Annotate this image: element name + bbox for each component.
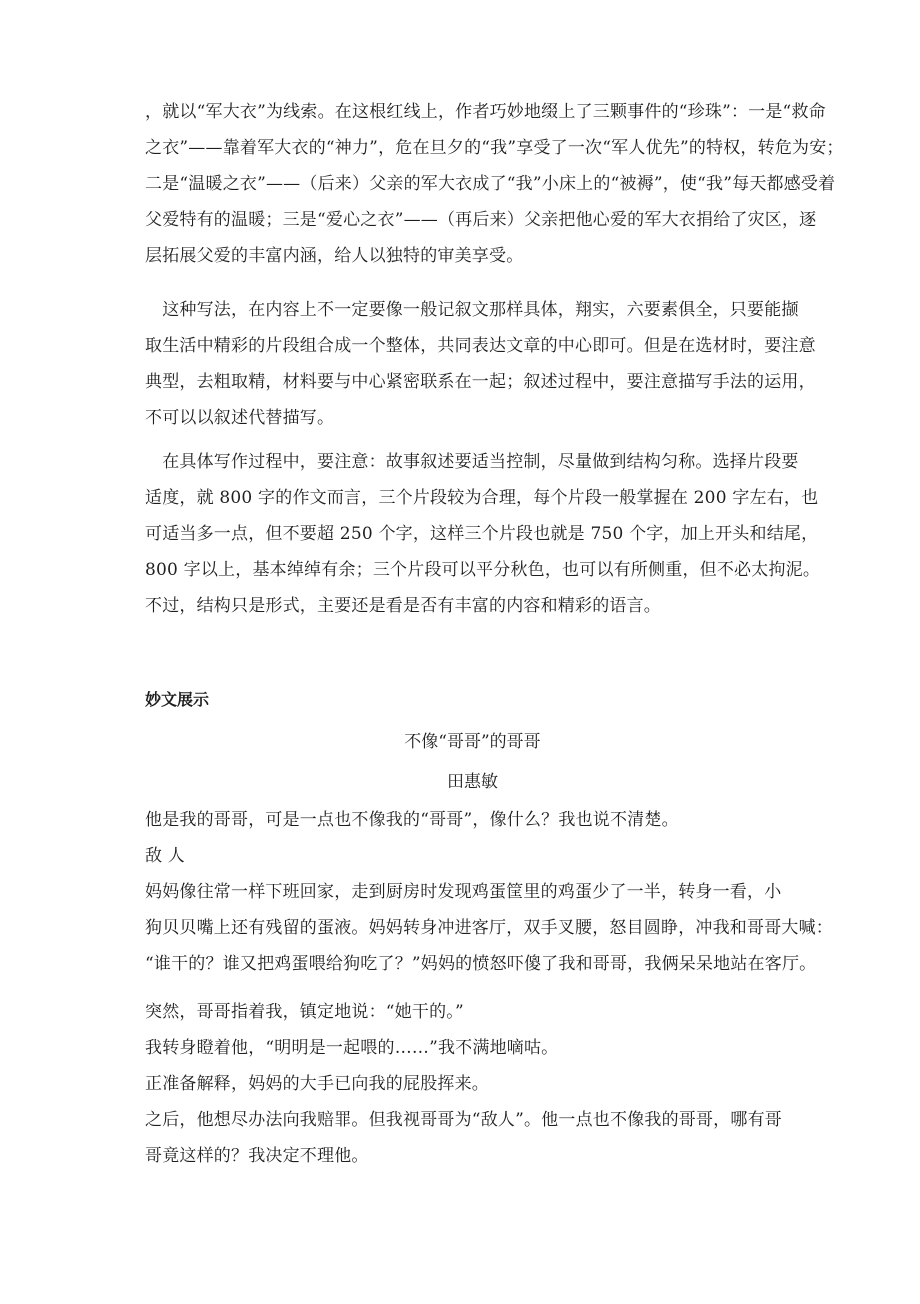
text-line: 父爱特有的温暖；三是“爱心之衣”——（再后来）父亲把他心爱的军大衣捐给了灾区，逐 — [145, 210, 817, 230]
text-line: 之后，他想尽办法向我赔罪。但我视哥哥为“敌人”。他一点也不像我的哥哥，哪有哥 — [145, 1110, 782, 1130]
text-line: 层拓展父爱的丰富内涵，给人以独特的审美享受。 — [145, 246, 524, 266]
intro-paragraph-3 — [145, 444, 821, 624]
text-line: 正准备解释，妈妈的大手已向我的屁股挥来。 — [145, 1074, 489, 1094]
text-line: 典型，去粗取精，材料要与中心紧密联系在一起；叙述过程中，要注意描写手法的运用， — [145, 372, 816, 392]
text-line: 妈妈像往常一样下班回家，走到厨房时发现鸡蛋筐里的鸡蛋少了一半，转身一看，小 — [145, 882, 782, 902]
text-line: 可适当多一点，但不要超 250 个字，这样三个片段也就是 750 个字，加上开头和结尾， — [145, 524, 819, 544]
essay-title: 不像“哥哥”的哥哥 — [404, 732, 541, 752]
text-line: 突然，哥哥指着我，镇定地说：“她干的。” — [145, 1002, 464, 1022]
text-line: 在具体写作过程中，要注意：故事叙述要适当控制，尽量做到结构匀称。选择片段要 — [145, 452, 799, 472]
section-heading: 妙文展示 — [145, 690, 210, 709]
intro-paragraph-1 — [145, 94, 844, 274]
essay-author: 田惠敏 — [447, 772, 498, 792]
text-line: 哥竟这样的？我决定不理他。 — [145, 1146, 369, 1166]
text-line: 适度，就 800 字的作文而言，三个片段较为合理，每个片段一般掌握在 200 字左右，也 — [145, 488, 819, 508]
text-line: “谁干的？谁又把鸡蛋喂给狗吃了？”妈妈的愤怒吓傻了我和哥哥，我俩呆呆地站在客厅。 — [145, 954, 817, 974]
text-line: 之衣”——靠着军大衣的“神力”，危在旦夕的“我”享受了一次“军人优先”的特权，转危为安； — [145, 138, 844, 158]
essay-body-continued — [145, 994, 800, 1174]
text-line: ，就以“军大衣”为线索。在这根红线上，作者巧妙地缀上了三颗事件的“珍珠”：一是“救命 — [145, 102, 826, 122]
text-line: 不可以以叙述代替描写。 — [145, 408, 335, 428]
essay-body — [145, 802, 833, 982]
subheading-line: 敌 人 — [145, 846, 186, 866]
text-line: 我转身瞪着他，“明明是一起喂的……”我不满地嘀咕。 — [145, 1038, 559, 1058]
text-line: 狗贝贝嘴上还有残留的蛋液。妈妈转身冲进客厅，双手叉腰，怒目圆睁，冲我和哥哥大喊： — [145, 918, 833, 938]
text-line: 他是我的哥哥，可是一点也不像我的“哥哥”，像什么？我也说不清楚。 — [145, 810, 679, 830]
text-line: 不过，结构只是形式，主要还是看是否有丰富的内容和精彩的语言。 — [145, 596, 661, 616]
intro-paragraph-2 — [145, 292, 816, 436]
text-line: 800 字以上，基本绰绰有余；三个片段可以平分秋色，也可以有所侧重，但不必太拘泥。 — [145, 560, 821, 580]
text-line: 这种写法，在内容上不一定要像一般记叙文那样具体，翔实，六要素俱全，只要能撷 — [145, 300, 799, 320]
text-line: 二是“温暖之衣”——（后来）父亲的军大衣成了“我”小床上的“被褥”，使“我”每天都感受着 — [145, 174, 836, 194]
text-line: 取生活中精彩的片段组合成一个整体，共同表达文章的中心即可。但是在选材时，要注意 — [145, 336, 816, 356]
